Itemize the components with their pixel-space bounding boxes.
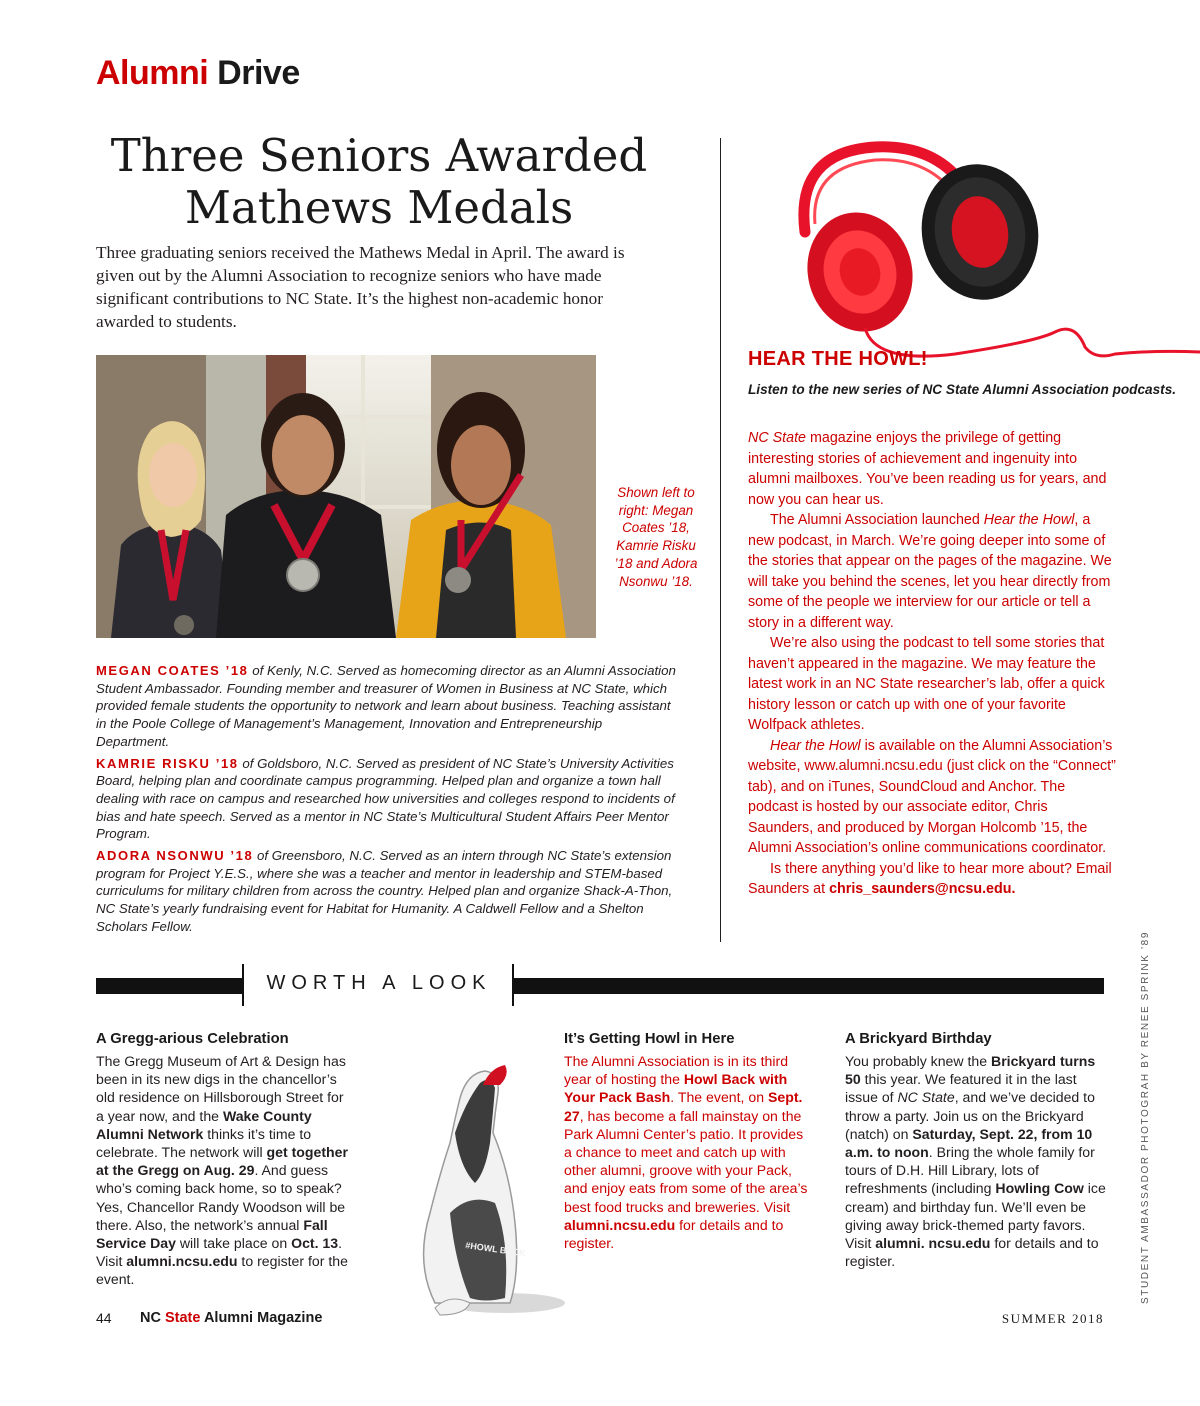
howl-paragraph-5 xyxy=(748,859,1116,900)
photo-caption: Shown left to right: Megan Coates ’18, Kamrie Risku ’18 and Adora Nsonwu ’18. xyxy=(614,485,698,589)
brickyard-body xyxy=(845,1052,1107,1270)
howl-bash-title: It’s Getting Howl in Here xyxy=(564,1031,735,1047)
text: to register for the event. xyxy=(96,1253,348,1288)
howl-paragraph-2 xyxy=(748,510,1116,633)
headphones-image xyxy=(735,132,1200,364)
text: , has become a fall mainstay on the Park Alumni Center’s patio. It provides a chance to meet and catch up with other alumni, groove with your Pack, and enjoy eats from some of the area’s best food trucks and breweries. Visit xyxy=(564,1107,808,1215)
text: You probably knew the xyxy=(845,1053,992,1069)
mag-name-part: State xyxy=(164,1310,201,1326)
article-headline: Three Seniors Awarded Mathews Medals xyxy=(110,129,648,234)
howl-in-here-column xyxy=(564,1031,814,1252)
husky-figurine-image xyxy=(395,1063,565,1323)
howl-bash-body xyxy=(564,1052,814,1252)
bold-text: Sept. 27 xyxy=(564,1089,803,1124)
gregg-body xyxy=(96,1052,348,1289)
text: . Bring the whole family for tours of D.H. Hill Library, lots of refreshments (including xyxy=(845,1144,1095,1197)
text: . Visit xyxy=(96,1235,343,1270)
bio-text: of Kenly, N.C. Served as homecoming director as an Alumni Association Student Ambassador. Founding member and treasurer of Women in Business at NC State, which provided female students the opportunity to network and learn about business. Teaching assistant in the Poole College of Management’s Management, Innovation and Entrepreneurship Department. xyxy=(96,663,676,749)
alumni-link[interactable]: alumni.ncsu.edu xyxy=(126,1253,238,1270)
bold-text: Wake County Alumni Network xyxy=(96,1107,312,1142)
bio-name: ADORA NSONWU ’18 xyxy=(96,848,254,864)
page-number: 44 xyxy=(96,1310,112,1326)
alumni-link[interactable]: alumni.ncsu.edu xyxy=(564,1216,676,1233)
howl-paragraph-4 xyxy=(748,736,1116,859)
winner-bios xyxy=(96,662,676,940)
photo-credit: STUDENT AMBASSADOR PHOTOGRAH BY RENEE SPRINK ’89 xyxy=(1140,931,1151,1304)
text: ice cream) and birthday fun. We’ll even be giving away brick-themed party favors. Visit xyxy=(845,1180,1106,1252)
howl-paragraph-3: We’re also using the podcast to tell some stories that haven’t appeared in the magazine. We may feature the latest work in an NC State researcher’s lab, offer a quick history lesson or catch up with one of your favorite Wolfpack athletes. xyxy=(748,635,1105,733)
brickyard-title: A Brickyard Birthday xyxy=(845,1031,992,1047)
howl-text: , a new podcast, in March. We’re going deeper into some of the stories that appear on the pages of the magazine. We will take you behind the scenes, let you hear directly from some of the people we interview for our article or tell a story in a different way. xyxy=(748,512,1112,631)
bold-text: Howling Cow xyxy=(995,1180,1084,1197)
howl-subtitle: Listen to the new series of NC State Alumni Association podcasts. xyxy=(748,382,1177,397)
column-divider xyxy=(720,138,721,942)
italic-text: NC State xyxy=(897,1089,955,1106)
alumni-link[interactable]: alumni. ncsu.edu xyxy=(875,1235,991,1252)
bio-name: KAMRIE RISKU ’18 xyxy=(96,755,239,771)
howl-text: is available on the Alumni Association’s website, www.alumni.ncsu.edu (just click on the “Connect” tab), and on iTunes, SoundCloud and Anchor. The podcast is hosted by our associate editor, Chris Saunders, and produced by Morgan Holcomb ’15, the Alumni Association’s online communications coordinator. xyxy=(748,737,1116,856)
bold-text: Oct. 13 xyxy=(291,1235,339,1252)
issue-date: SUMMER 2018 xyxy=(1001,1311,1104,1326)
text: for details and to register. xyxy=(845,1235,1099,1270)
bio-name: MEGAN COATES ’18 xyxy=(96,663,249,678)
gregg-title: A Gregg-arious Celebration xyxy=(96,1031,289,1047)
section-title xyxy=(96,54,300,93)
worth-bar-left xyxy=(96,978,244,994)
bold-text: get together at the Gregg on Aug. 29 xyxy=(96,1144,348,1179)
mag-name-part: Alumni Magazine xyxy=(203,1310,323,1326)
text: will take place on xyxy=(175,1235,292,1252)
text: , and we’ve decided to throw a party. Join us on the Brickyard (natch) on xyxy=(845,1089,1095,1142)
howl-text: magazine enjoys the privilege of getting interesting stories of achievement and ingenuity into alumni mailboxes. You’ve been reading us for years, and now you can hear us. xyxy=(748,430,1107,508)
worth-bar-right xyxy=(514,978,1104,994)
bio-kamrie-risku xyxy=(96,755,676,844)
brickyard-birthday-column xyxy=(845,1031,1107,1270)
bio-adora-nsonwu xyxy=(96,847,676,936)
howl-text: The Alumni Association launched xyxy=(770,512,984,528)
bold-text: Brickyard turns 50 xyxy=(845,1053,1096,1088)
howl-paragraph-1 xyxy=(748,428,1116,510)
bio-text: of Goldsboro, N.C. Served as president of NC State’s University Activities Board, helping plan and coordinate campus programming. Helped plan and organize a town hall dealing with race on campus and researched how universities and colleges respond to incidents of bias and hate speech. Served as a mentor in NC State’s Multicultural Student Affairs Peer Mentor Program. xyxy=(96,755,675,842)
howl-email-link[interactable]: chris_saunders@ncsu.edu. xyxy=(829,881,1016,897)
bold-text: Fall Service Day xyxy=(96,1216,328,1252)
text: thinks it’s time to celebrate. The network will xyxy=(96,1125,312,1161)
husky-text: #HOWL BACK xyxy=(464,1240,527,1259)
gregg-celebration-column xyxy=(96,1031,348,1289)
bio-megan-coates xyxy=(96,662,676,751)
text: for details and to register. xyxy=(564,1216,784,1252)
text: . The event, on xyxy=(670,1089,768,1106)
text: The Gregg Museum of Art & Design has been in its new digs in the chancellor’s old residence on Hillsborough Street for a year now, and the xyxy=(96,1053,346,1124)
bio-text: of Greensboro, N.C. Served as an intern through NC State’s extension program for Project Y.E.S., where she was a teacher and mentor in leadership and STEM-based curriculums for military children from across the country. Helped plan and organize Shack-A-Thon, NC State’s yearly fundraising event for Habitat for Humanity. A Caldwell Fellow and a Shelton Scholars Fellow. xyxy=(96,848,673,934)
howl-em: Hear the Howl xyxy=(983,512,1075,528)
text: . And guess who’s coming back home, so to speak? Yes, Chancellor Randy Woodson will be there. Also, the network’s annual xyxy=(96,1162,346,1233)
section-title-part1: Alumni xyxy=(96,54,209,92)
article-intro: Three graduating seniors received the Mathews Medal in April. The award is given out by the Alumni Association to recognize seniors who have made significant contributions to NC State. It’s the highest non-academic honor awarded to students. xyxy=(96,243,625,331)
howl-em: NC State xyxy=(748,430,807,446)
worth-a-look-label: WORTH A LOOK xyxy=(266,972,492,994)
magazine-name xyxy=(140,1310,322,1326)
section-title-part2: Drive xyxy=(217,54,300,92)
medal-winners-photo xyxy=(96,355,596,638)
bold-text: Howl Back with Your Pack Bash xyxy=(564,1071,788,1106)
howl-body xyxy=(748,428,1116,900)
text: this year. We featured it in the last issue of xyxy=(845,1071,1077,1106)
howl-title: HEAR THE HOWL! xyxy=(748,348,928,370)
howl-em: Hear the Howl xyxy=(770,737,861,754)
howl-text: Is there anything you’d like to hear more about? Email Saunders at xyxy=(748,860,1112,897)
text: The Alumni Association is in its third year of hosting the xyxy=(564,1053,789,1088)
mag-name-part: NC xyxy=(140,1310,161,1326)
bold-text: Saturday, Sept. 22, from 10 a.m. to noon xyxy=(845,1125,1093,1161)
